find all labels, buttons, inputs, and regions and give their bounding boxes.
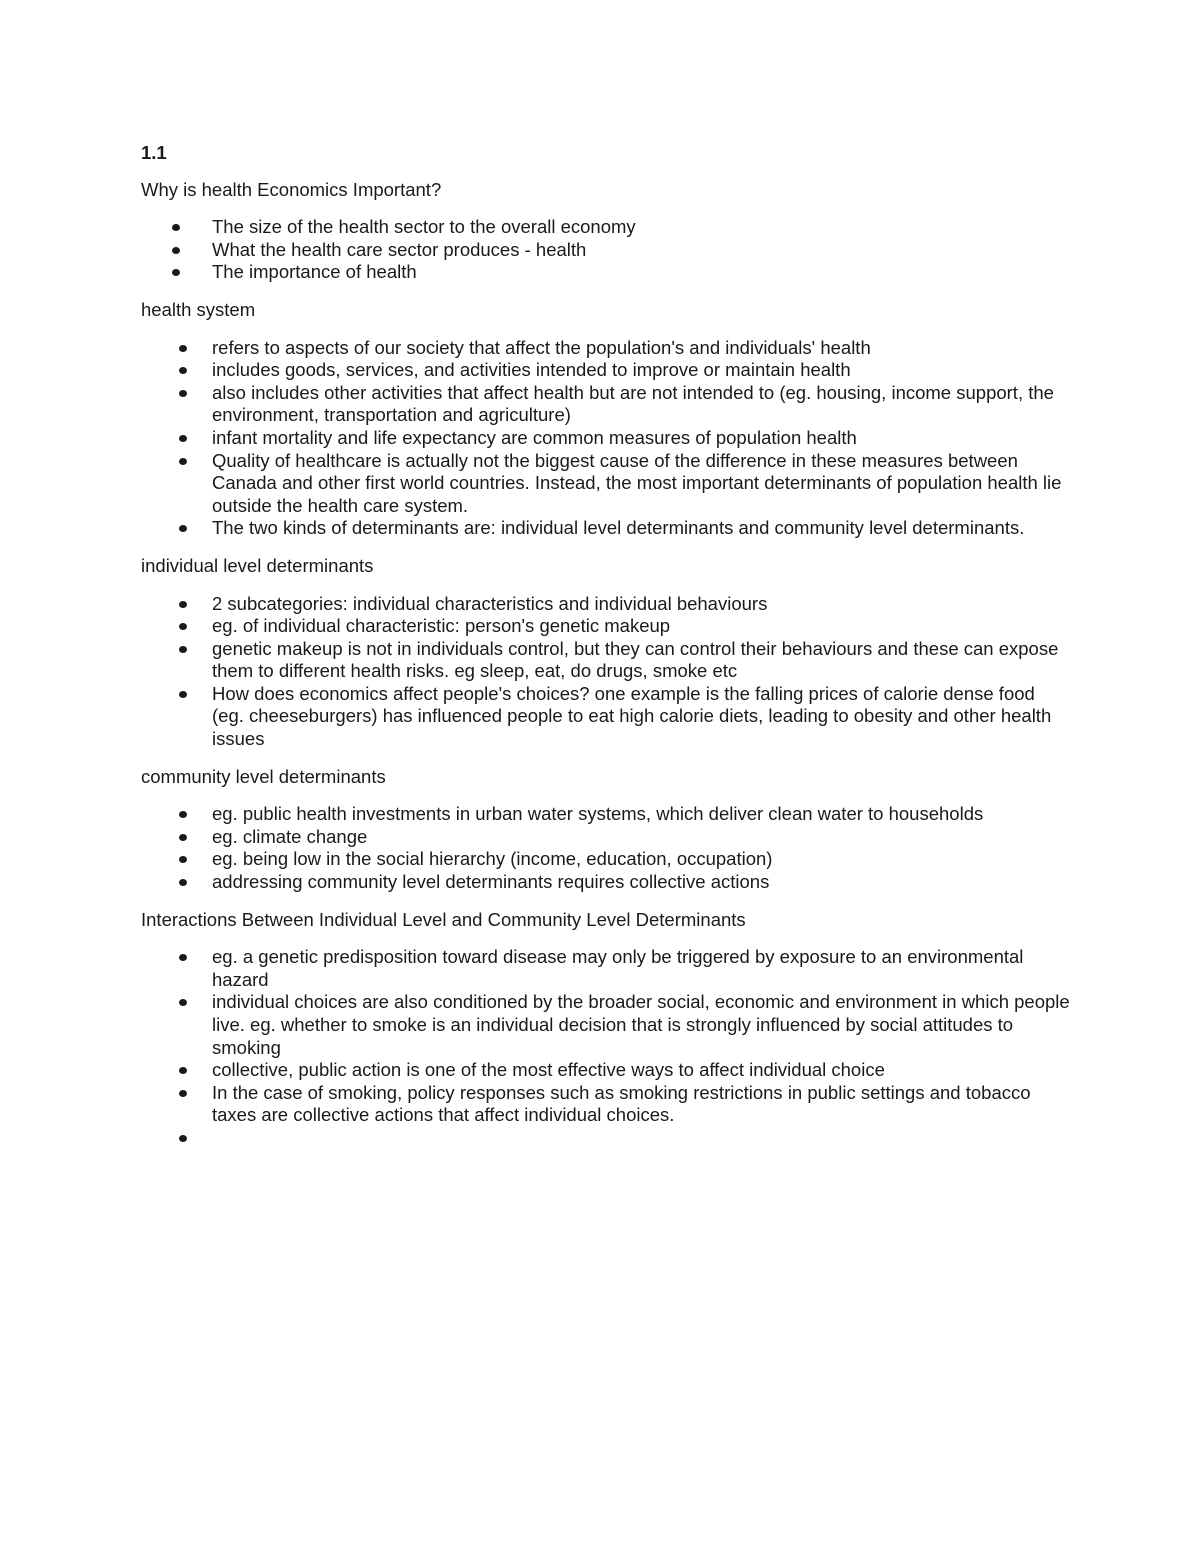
bullet-icon — [179, 1135, 187, 1142]
list-item: refers to aspects of our society that affect the population's and individuals' health — [212, 337, 1071, 360]
list-item: infant mortality and life expectancy are common measures of population health — [212, 427, 1071, 450]
bullet-icon — [179, 999, 187, 1006]
list-item: eg. of individual characteristic: person's genetic makeup — [212, 615, 1071, 638]
list-item: eg. climate change — [212, 826, 1071, 849]
list-item: also includes other activities that affect health but are not intended to (eg. housing, income support, the environment, transportation and agriculture) — [212, 382, 1071, 427]
list-item: eg. a genetic predisposition toward disease may only be triggered by exposure to an environmental hazard — [212, 946, 1071, 991]
section-number: 1.1 — [141, 142, 167, 163]
list-item: genetic makeup is not in individuals control, but they can control their behaviours and these can expose them to different health risks. eg sleep, eat, do drugs, smoke etc — [212, 638, 1071, 683]
section-title-why-important: Why is health Economics Important? — [141, 178, 442, 200]
list-item: Quality of healthcare is actually not the biggest cause of the difference in these measures between Canada and other first world countries. Instead, the most important determinants of population health lie outside the health care system. — [212, 450, 1071, 518]
bullet-icon — [179, 623, 187, 630]
section-title-individual-determinants: individual level determinants — [141, 554, 374, 576]
list-item: includes goods, services, and activities intended to improve or maintain health — [212, 359, 1071, 382]
list-item: eg. public health investments in urban water systems, which deliver clean water to households — [212, 803, 1071, 826]
bullet-icon — [179, 367, 187, 374]
list-item: The two kinds of determinants are: individual level determinants and community level determinants. — [212, 517, 1071, 540]
list-item: What the health care sector produces - health — [212, 239, 1071, 262]
bullet-icon — [179, 834, 187, 841]
bullet-icon — [172, 224, 180, 231]
bullet-icon — [179, 435, 187, 442]
bullet-icon — [172, 247, 180, 254]
bullet-list-interactions — [141, 946, 1071, 1149]
bullet-icon — [179, 390, 187, 397]
bullet-icon — [179, 646, 187, 653]
bullet-icon — [179, 1067, 187, 1074]
bullet-icon — [172, 269, 180, 276]
document-page — [141, 142, 1071, 1165]
bullet-icon — [179, 691, 187, 698]
bullet-icon — [179, 811, 187, 818]
bullet-list-community-determinants — [141, 803, 1071, 893]
bullet-icon — [179, 525, 187, 532]
list-item: collective, public action is one of the most effective ways to affect individual choice — [212, 1059, 1071, 1082]
list-item: addressing community level determinants requires collective actions — [212, 871, 1071, 894]
bullet-icon — [179, 1090, 187, 1097]
list-item: The size of the health sector to the overall economy — [212, 216, 1071, 239]
bullet-icon — [179, 345, 187, 352]
bullet-icon — [179, 879, 187, 886]
bullet-icon — [179, 458, 187, 465]
section-title-health-system: health system — [141, 298, 256, 320]
list-item: 2 subcategories: individual characteristics and individual behaviours — [212, 593, 1071, 616]
bullet-icon — [179, 954, 187, 961]
bullet-list-individual-determinants — [141, 593, 1071, 751]
list-item: The importance of health — [212, 261, 1071, 284]
list-item: In the case of smoking, policy responses such as smoking restrictions in public settings and tobacco taxes are collective actions that affect individual choices. — [212, 1082, 1071, 1127]
section-title-community-determinants: community level determinants — [141, 765, 386, 787]
section-title-interactions: Interactions Between Individual Level and Community Level Determinants — [141, 908, 746, 930]
bullet-list-why-important — [141, 216, 1071, 284]
list-item: How does economics affect people's choices? one example is the falling prices of calorie dense food (eg. cheeseburgers) has influenced people to eat high calorie diets, leading to obesity and other health issues — [212, 683, 1071, 751]
list-item: individual choices are also conditioned by the broader social, economic and environment in which people live. eg. whether to smoke is an individual decision that is strongly influenced by social attitudes to smoking — [212, 991, 1071, 1059]
list-item: eg. being low in the social hierarchy (income, education, occupation) — [212, 848, 1071, 871]
bullet-icon — [179, 601, 187, 608]
list-item-empty — [212, 1127, 1071, 1150]
bullet-icon — [179, 856, 187, 863]
bullet-list-health-system — [141, 337, 1071, 540]
